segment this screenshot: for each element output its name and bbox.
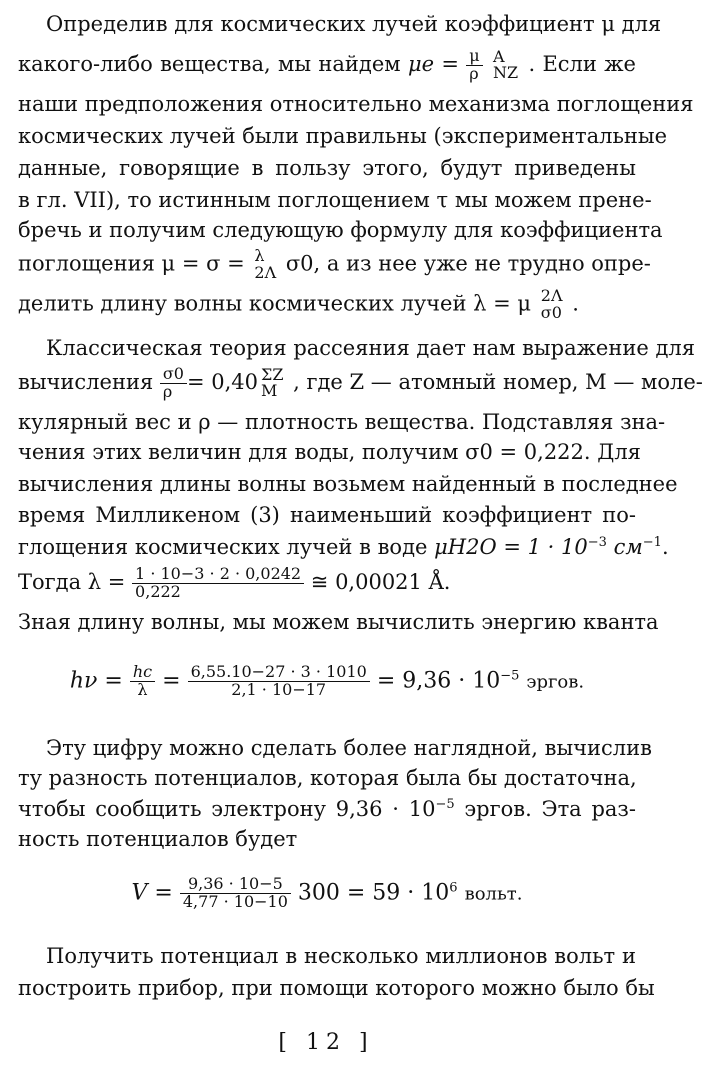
equation-lhs: hν = xyxy=(69,668,123,694)
text-line-with-formula xyxy=(18,535,669,559)
text-fragment: . Если же xyxy=(528,51,636,76)
text-line: в гл. VII), то истинным поглощением τ мы можем пренe- xyxy=(18,188,652,212)
text-fragment: чтобы сообщить электрону 9,36 · 10 xyxy=(18,797,436,821)
text-line: Получить потенциал в несколько миллионов вольт и xyxy=(46,944,636,968)
text-fragment: поглощения μ = σ = xyxy=(18,251,245,276)
text-line: бречь и получим следующую формулу для коэффициента xyxy=(18,218,663,242)
equation-exponent: 6 xyxy=(449,880,458,896)
fraction-numerator: 1 · 10−3 · 2 · 0,0242 xyxy=(132,566,304,584)
equation-lhs: V = xyxy=(131,880,173,906)
formula-text: μH2O = 1 · 10 xyxy=(434,535,588,559)
equation-voltage xyxy=(18,876,636,911)
fraction-numerator: λ xyxy=(254,246,265,265)
fraction xyxy=(538,288,566,322)
text-fragment: = xyxy=(162,668,181,694)
page-number: [ 12 ] xyxy=(278,1030,374,1055)
fraction-numerator: σ0 xyxy=(160,366,187,384)
fraction xyxy=(180,876,291,911)
fraction-denominator: 2,1 · 10−17 xyxy=(231,679,327,699)
fraction-numerator: A xyxy=(493,46,505,66)
text-fragment: = 0,40 xyxy=(186,369,259,394)
fraction-denominator: σ0 xyxy=(540,302,562,322)
fraction-numerator: 2Λ xyxy=(540,286,563,305)
equation-exponent: −5 xyxy=(500,668,520,684)
text-fragment: какого-либо вещества, мы найдем xyxy=(18,51,401,76)
fraction xyxy=(188,664,370,699)
fraction xyxy=(132,566,304,601)
text-fragment: а из нее уже не трудно опре- xyxy=(326,251,651,276)
text-fragment: . xyxy=(572,291,579,316)
fraction-denominator: ρ xyxy=(469,63,479,83)
text-line-with-formula xyxy=(18,566,636,601)
fraction xyxy=(466,48,482,83)
fraction-denominator: 4,77 · 10−10 xyxy=(182,891,288,911)
formula-mu-e xyxy=(407,46,529,83)
text-fragment: σ0, xyxy=(285,251,321,276)
text-fragment: Тогда λ = xyxy=(18,569,126,594)
text-line: ту разность потенциалов, которая была бы достаточна, xyxy=(18,766,637,790)
text-line-with-formula xyxy=(18,246,651,282)
text-fragment: ≅ 0,00021 Å. xyxy=(310,569,451,594)
text-line: Определив для космических лучей коэффициент μ для xyxy=(46,12,662,36)
equation-energy xyxy=(18,664,636,699)
formula-mu-water xyxy=(434,535,669,559)
equation-unit: вольт. xyxy=(464,883,523,905)
text-line-with-formula xyxy=(18,48,636,83)
text-line: наши предположения относительно механизма поглощения xyxy=(18,92,694,116)
text-line: вычисления длины волны возьмем найденный в последнее xyxy=(18,472,678,496)
text-line: кулярный вес и ρ — плотность вещества. Подставляя зна- xyxy=(18,410,666,434)
fraction-numerator: μ xyxy=(466,48,482,66)
text-line: Классическая теория рассеяния дает нам выражение для xyxy=(46,336,695,360)
equation-rhs: 300 = 59 · 10 xyxy=(297,880,450,906)
formula-exponent: −5 xyxy=(435,797,455,812)
text-line-with-formula xyxy=(18,798,636,820)
text-fragment: эргов. Эта раз- xyxy=(464,797,636,821)
fraction-denominator: NZ xyxy=(493,63,519,83)
fraction xyxy=(160,366,187,401)
fraction-numerator: hc xyxy=(130,664,155,682)
text-line-with-formula xyxy=(18,364,703,401)
text-line: Эту цифру можно сделать более наглядной, вычислив xyxy=(46,736,652,760)
text-line: чения этих величин для воды, получим σ0 = 0,222. Для xyxy=(18,440,641,464)
fraction xyxy=(490,46,521,83)
text-line: построить прибор, при помощи которого можно было бы xyxy=(18,976,655,1000)
equation-unit: эргов. xyxy=(526,671,585,693)
formula-lhs: μe = xyxy=(407,51,459,76)
text-fragment: глощения космических лучей в воде xyxy=(18,535,428,559)
equation-rhs: = 9,36 · 10 xyxy=(376,668,501,694)
text-line: Зная длину волны, мы можем вычислить энергию кванта xyxy=(18,610,659,634)
fraction-denominator: ρ xyxy=(162,381,173,401)
formula-exponent: −1 xyxy=(642,535,662,550)
text-fragment: вычисления xyxy=(18,369,154,394)
text-line-with-formula xyxy=(18,288,636,322)
formula-unit: см xyxy=(613,535,643,559)
fraction-denominator: M xyxy=(261,381,278,401)
fraction-denominator: λ xyxy=(137,679,148,699)
text-fragment: делить длину волны космических лучей λ = μ xyxy=(18,291,532,316)
text-fragment: . xyxy=(661,535,669,559)
fraction-denominator: 2Λ xyxy=(254,262,277,282)
fraction-denominator: 0,222 xyxy=(135,581,181,601)
text-line: данные, говорящие в пользу этого, будут приведены xyxy=(18,156,636,180)
fraction xyxy=(130,664,155,699)
fraction-numerator: 6,55.10−27 · 3 · 1010 xyxy=(188,664,370,682)
fraction xyxy=(258,364,286,401)
text-line: время Милликеном (3) наименьший коэффициент по- xyxy=(18,503,636,527)
fraction xyxy=(251,248,279,282)
text-fragment: , где Z — атомный номер, M — моле- xyxy=(293,369,703,394)
fraction-numerator: 9,36 · 10−5 xyxy=(180,876,291,894)
text-line: космических лучей были правильны (экспериментальные xyxy=(18,124,668,148)
formula-exponent: −3 xyxy=(587,535,607,550)
fraction-numerator: ΣZ xyxy=(261,364,284,384)
text-line: ность потенциалов будет xyxy=(18,827,298,851)
